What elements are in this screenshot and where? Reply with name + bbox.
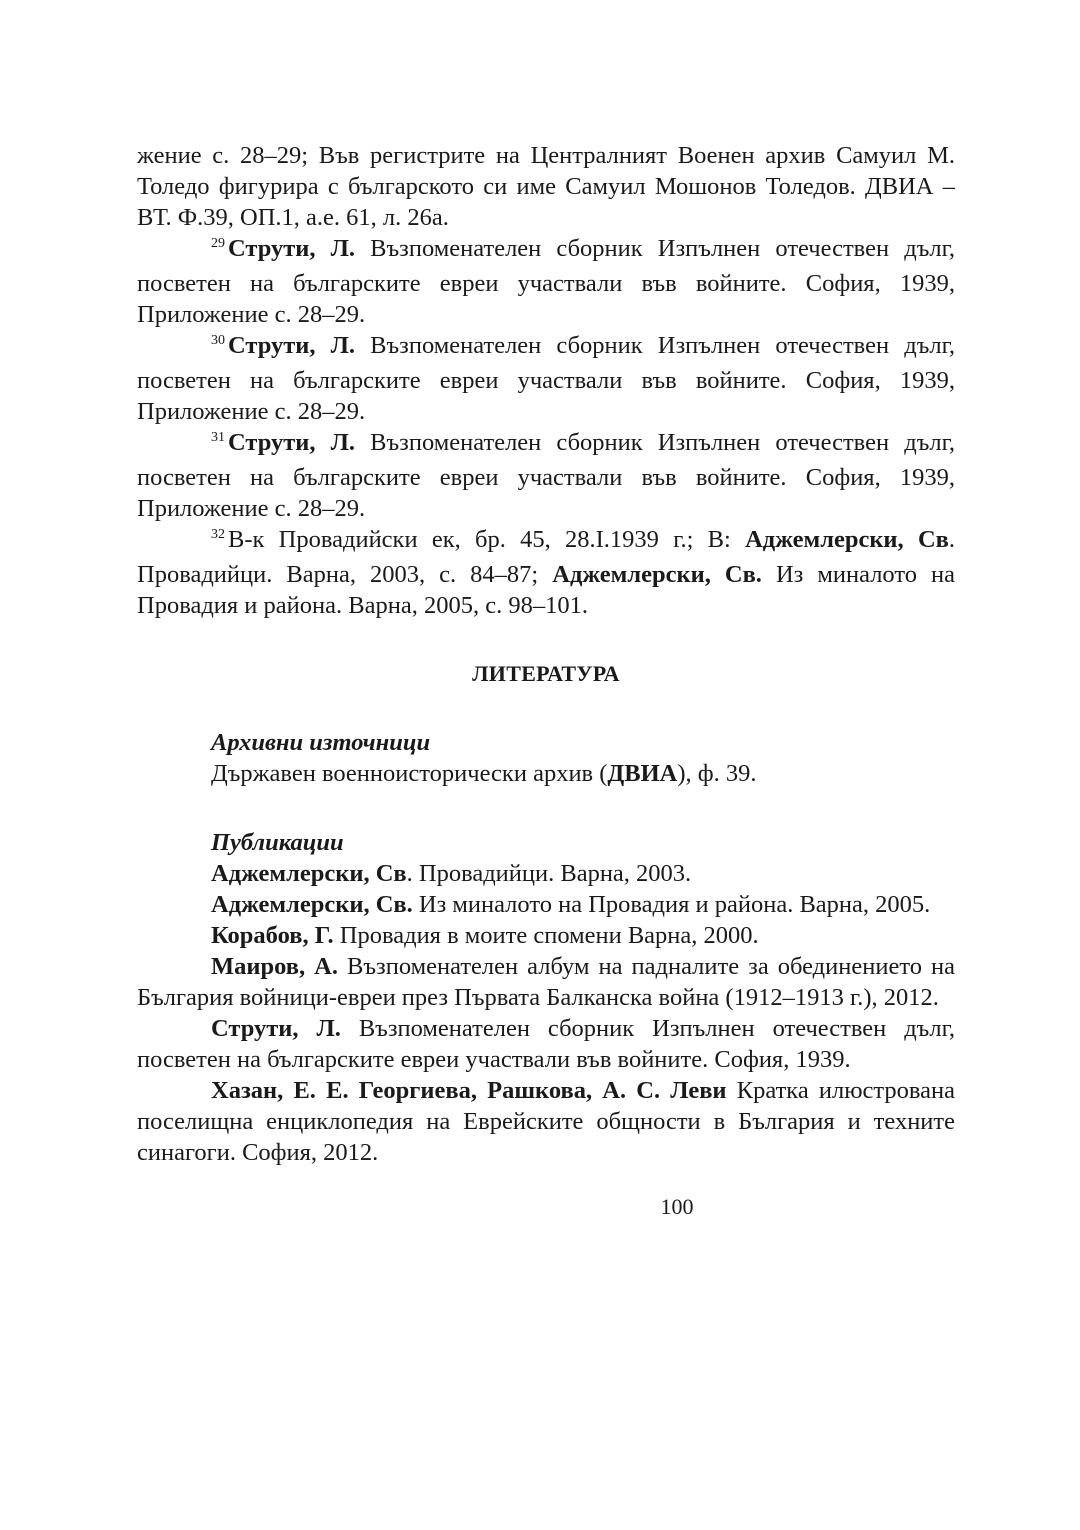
publication-author: Струти, Л. [211,1015,341,1042]
publication-author: Маиров, А. [211,953,338,980]
publication-entry [137,889,955,920]
archive-text-post: ), ф. 39. [677,760,757,787]
footnote-author: Струти, Л. [228,235,356,262]
footnote-number: 32 [211,527,225,542]
publication-text: Кратка илюстрована поселищна енциклопедия на Еврейските общности в България и техните синагоги. София, 2012. [137,1077,955,1166]
publication-text: Възпоменателен сборник Изпълнен отечествен дълг, посветен на българските евреи участвали във войните. София, 1939. [137,1015,955,1073]
footnote-text: Възпоменателен сборник Изпълнен отечествен дълг, посветен на българските евреи участвали във войните. София, 1939, Приложение с. 28–29. [137,429,955,522]
publication-entry [137,1013,955,1075]
page-body [137,140,955,1219]
footnote-text: Възпоменателен сборник Изпълнен отечествен дълг, посветен на българските евреи участвали във войните. София, 1939, Приложение с. 28–29. [137,332,955,425]
publication-text: Из миналото на Провадия и района. Варна, 2005. [412,891,931,918]
publication-text: . Провадийци. Варна, 2003. [406,860,692,887]
footnote-text: Възпоменателен сборник Изпълнен отечествен дълг, посветен на българските евреи участвали във войните. София, 1939, Приложение с. 28–29. [137,235,955,328]
footnote-author: Струти, Л. [228,332,356,359]
publications-subheading: Публикации [211,829,344,856]
footnote-32 [137,524,955,621]
footnote-text-mid: . Провадийци. Варна, 2003, с. 84–87; [137,526,955,588]
archives-subheading: Архивни източници [211,729,431,756]
footnote-number: 29 [211,236,225,251]
footnote-author: Аджемлерски, Св [745,526,949,553]
publication-author: Корабов, Г. [211,922,334,949]
footnote-author: Аджемлерски, Св. [552,561,762,588]
publication-text: Провадия в моите спомени Варна, 2000. [333,922,759,949]
literature-heading: ЛИТЕРАТУРА [472,661,620,686]
publication-entry [137,951,955,1013]
archive-entry [137,758,955,789]
archive-text-pre: Държавен военноисторически архив ( [211,760,608,787]
footnote-author: Струти, Л. [228,429,356,456]
footnote-number: 30 [211,333,225,348]
publication-entry [137,920,955,951]
publication-entry [137,858,955,889]
footnote-30 [137,330,955,427]
publication-author: Аджемлерски, Св. [211,891,413,918]
continued-footnote-text: жение с. 28–29; Във регистрите на Централният Военен архив Самуил М. Толедо фигурира с българското си име Самуил Мошонов Толедов. ДВИА – ВТ. Ф.39, ОП.1, а.е. 61, л. 26а. [137,142,955,231]
footnote-31 [137,427,955,524]
footnote-text-post: Из миналото на Провадия и района. Варна, 2005, с. 98–101. [137,561,955,619]
archive-abbrev: ДВИА [607,760,678,787]
publication-text: Възпоменателен албум на падналите за обединението на България войници-евреи през Първата Балканска война (1912–1913 г.), 2012. [137,953,955,1011]
footnote-text-pre: В-к Провадийски ек, бр. 45, 28.I.1939 г.; В: [228,526,746,553]
page-number: 100 [660,1194,694,1219]
publication-entry [137,1075,955,1168]
footnote-29 [137,233,955,330]
publication-author: Хазан, Е. Е. Георгиева, Рашкова, А. С. Леви [211,1077,727,1104]
publication-author: Аджемлерски, Св [211,860,407,887]
footnote-number: 31 [211,430,225,445]
